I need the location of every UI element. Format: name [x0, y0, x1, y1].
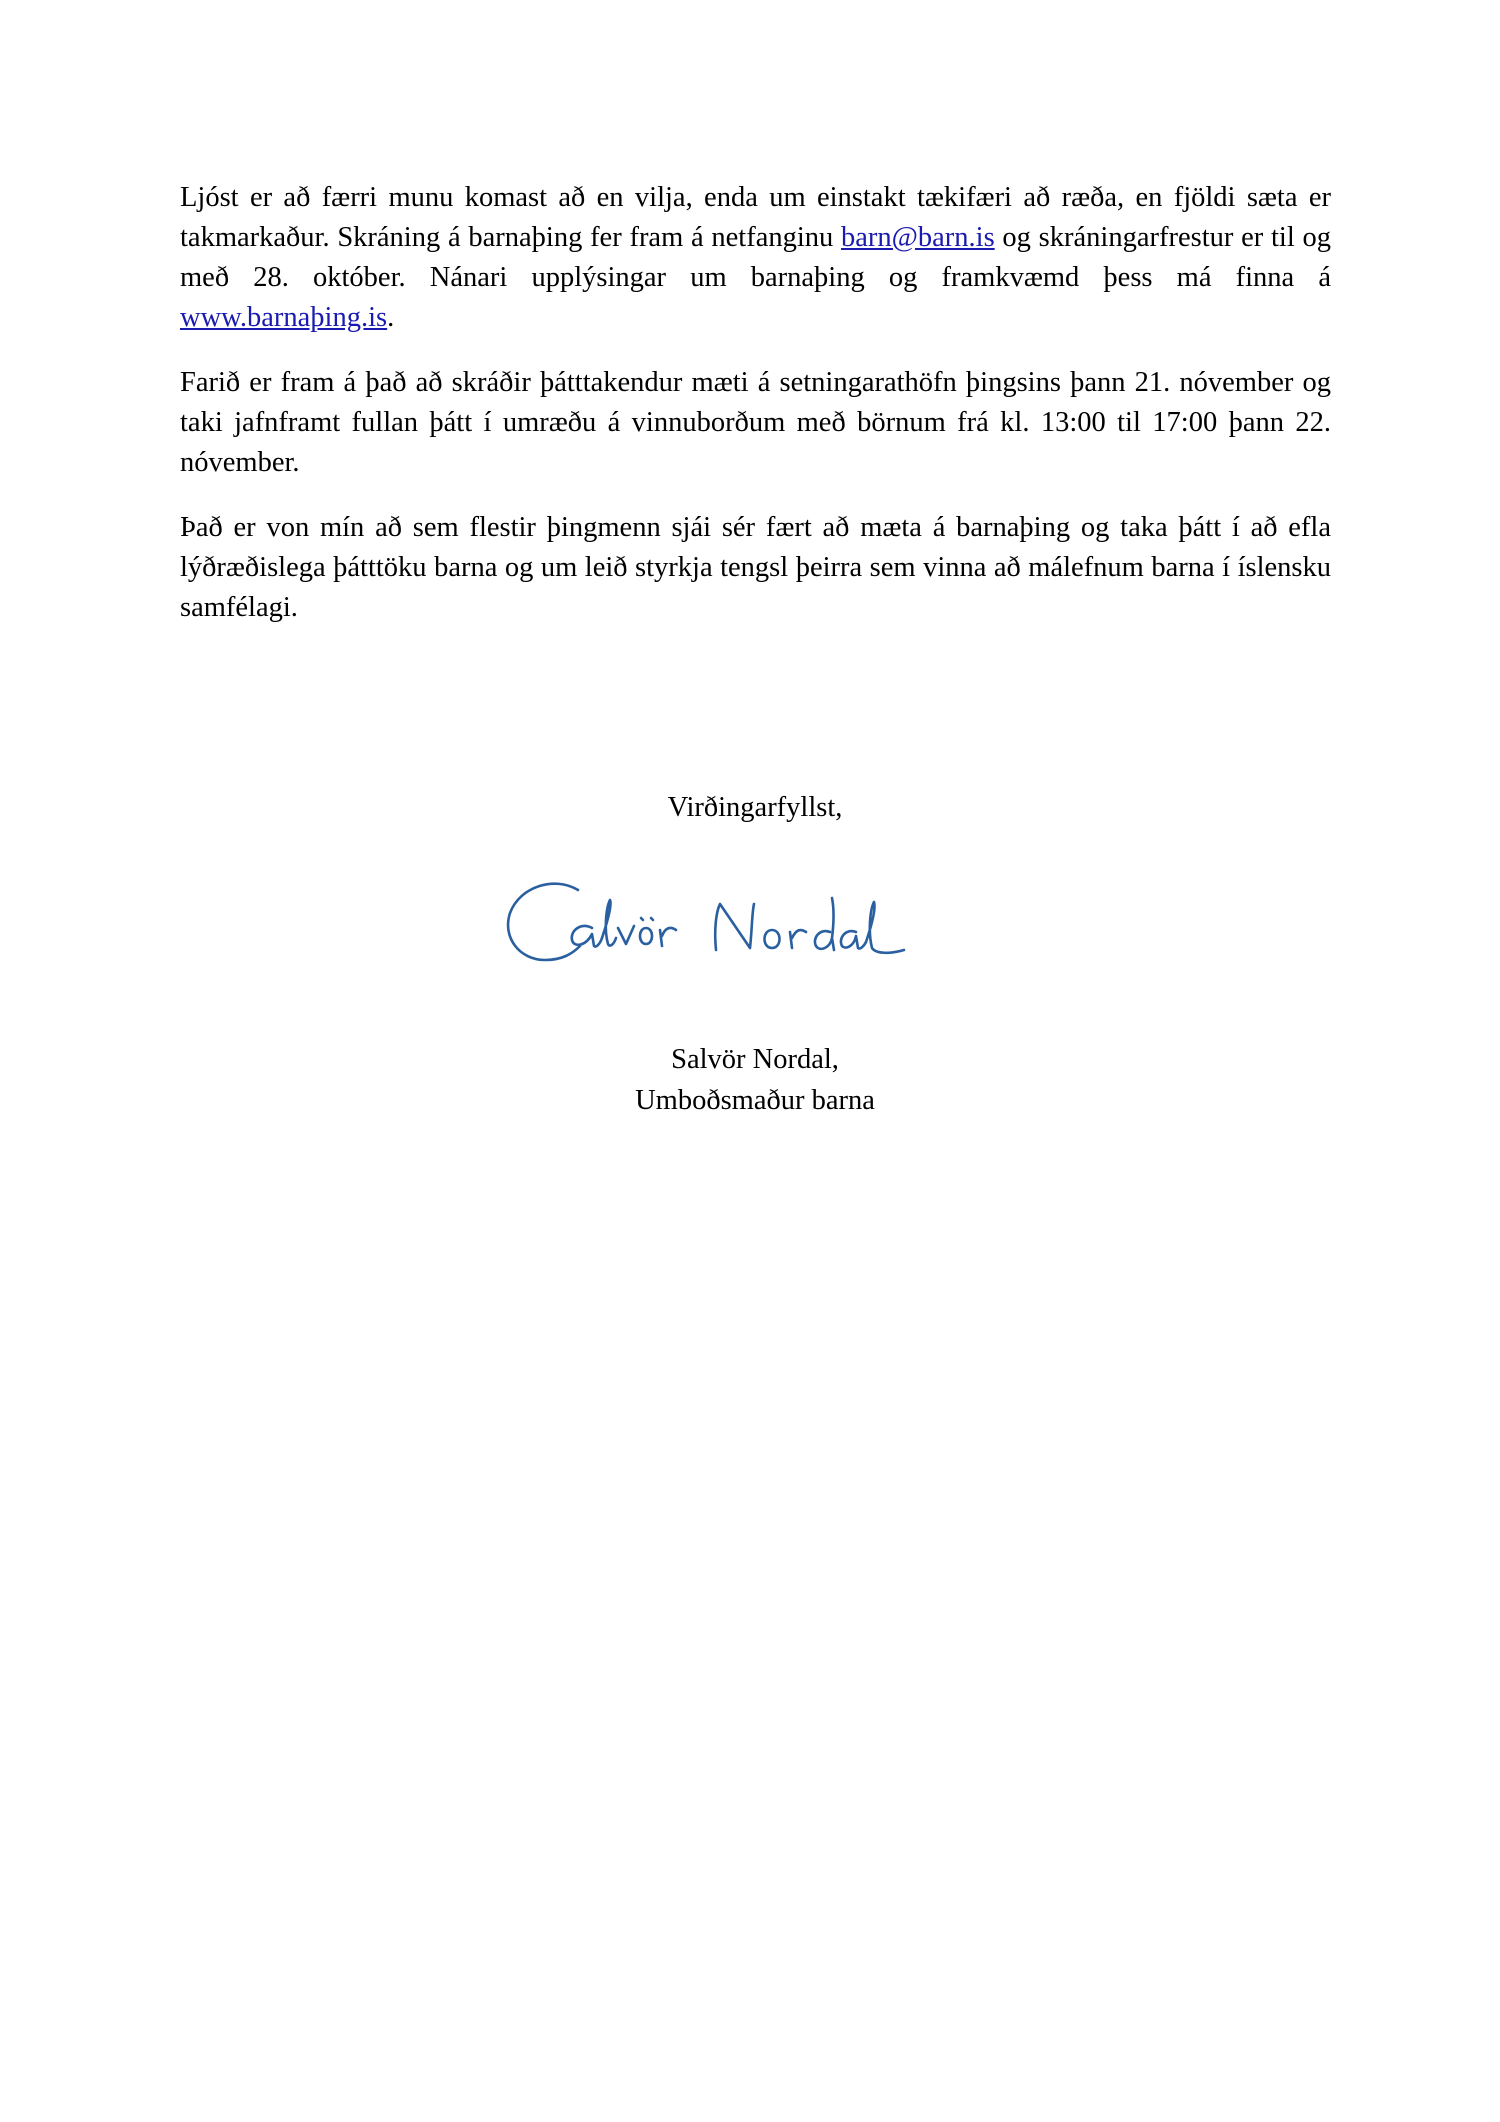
- paragraph-hope: Það er von mín að sem flestir þingmenn sjái sér fært að mæta á barnaþing og taka þátt í að efla lýðræðislega þátttöku barna og um leið styrkja tengsl þeirra sem vinna að málefnum barna í íslensku samfélagi.: [180, 512, 1331, 623]
- paragraph-text: Ljóst er að færri munu komast að en vilja, enda um einstakt tækifæri að ræða, en fjöldi sæta er takmarkaður. Skráning á barnaþing fer fram á netfanginu: [180, 182, 1331, 253]
- closing-salutation: Virðingarfyllst,: [667, 792, 843, 823]
- letter-body: [180, 178, 1331, 653]
- paragraph-attendance: Farið er fram á það að skráðir þátttakendur mæti á setningarathöfn þingsins þann 21. nóvember og taki jafnframt fullan þátt í umræðu á vinnuborðum með börnum frá kl. 13:00 til 17:00 þann 22. nóvember.: [180, 367, 1331, 478]
- paragraph-registration: [180, 178, 1331, 338]
- paragraph-text: .: [387, 302, 395, 333]
- email-link[interactable]: barn@barn.is: [841, 222, 995, 253]
- signer-name: Salvör Nordal,: [671, 1044, 839, 1075]
- signer-title: Umboðsmaður barna: [635, 1085, 875, 1116]
- signature-image: [500, 868, 1020, 978]
- website-link[interactable]: www.barnaþing.is: [180, 302, 388, 333]
- paragraph-text: og skráningarfrestur er til og með 28. október. Nánari upplýsingar um barnaþing og framkvæmd þess má finna á: [180, 222, 1331, 293]
